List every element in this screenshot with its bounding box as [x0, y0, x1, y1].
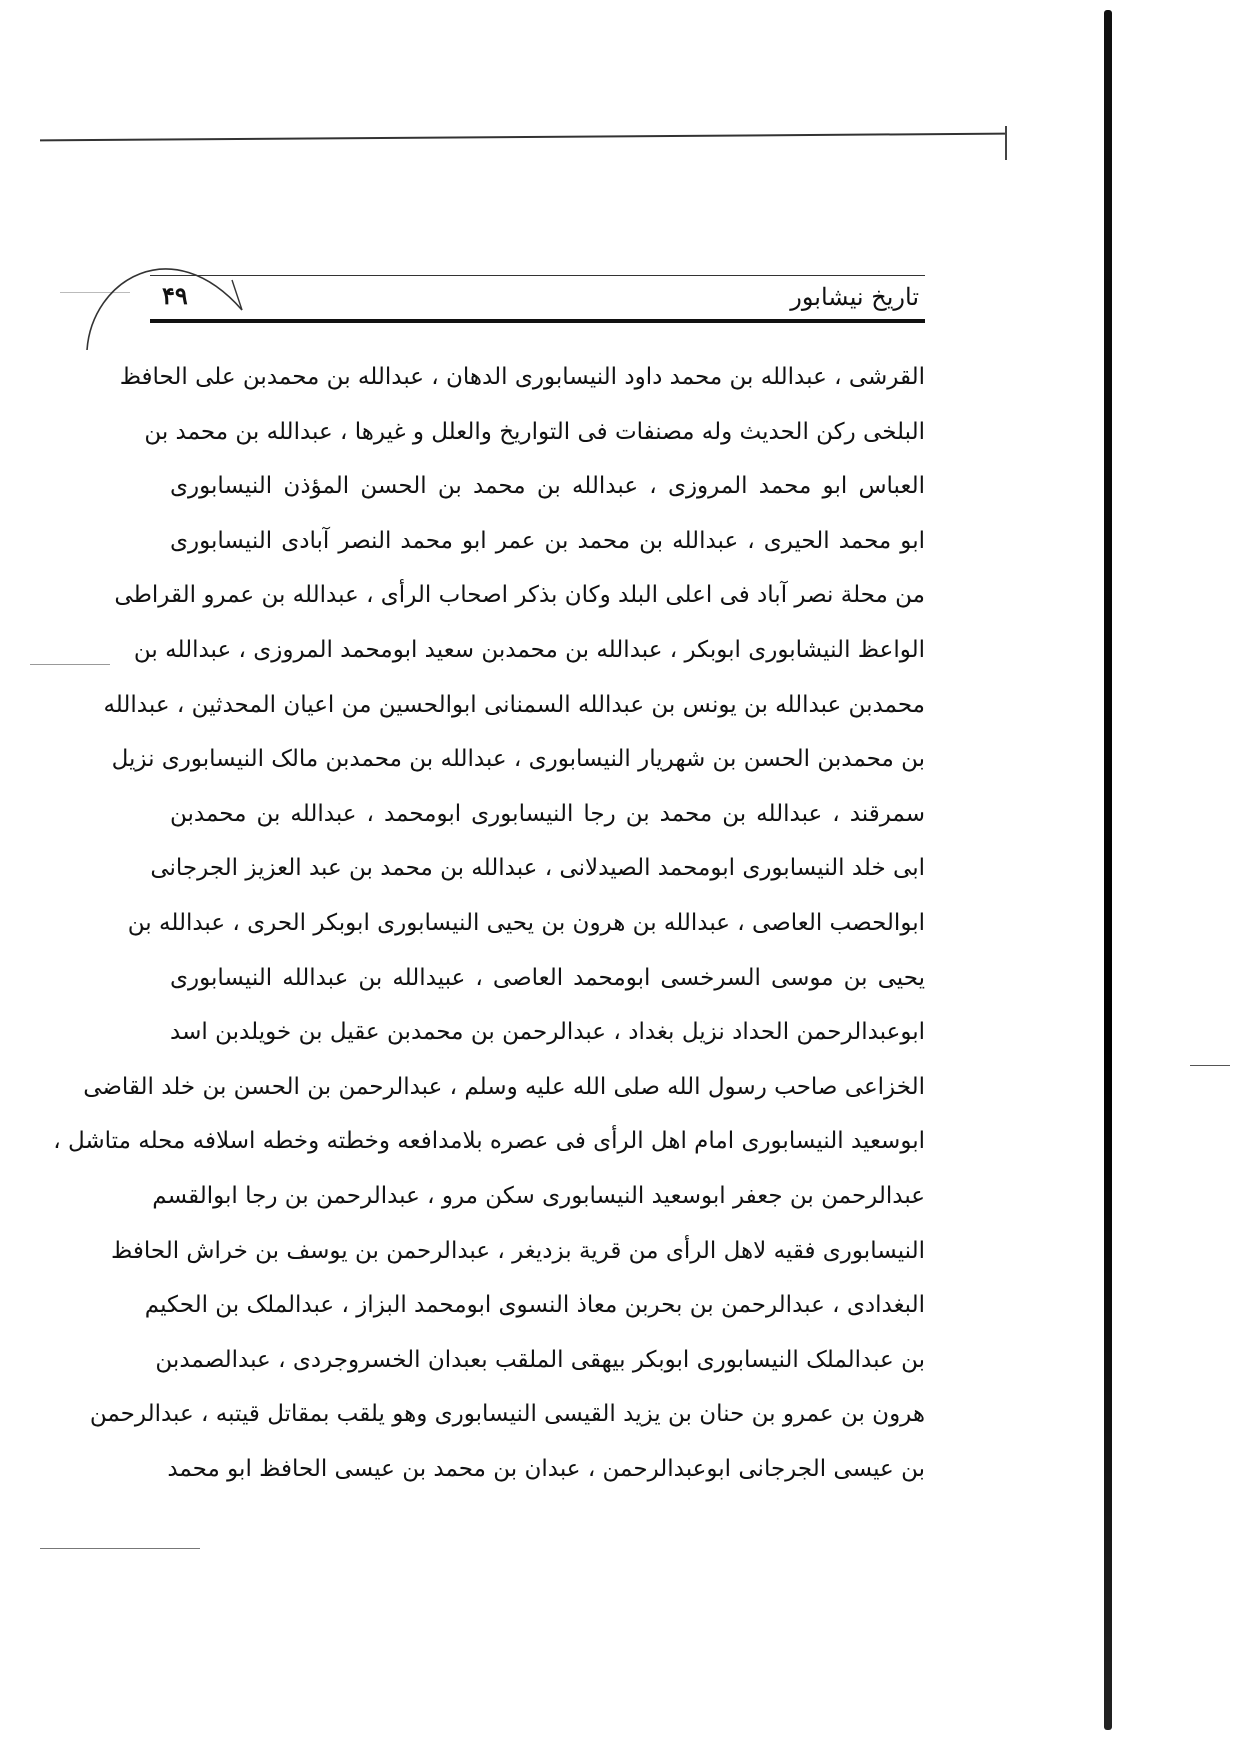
text-line: النیسابوری فقیه لاهل الرأی من قریة بزدیغر ، عبدالرحمن بن یوسف بن خراش الحافظ [111, 1237, 925, 1264]
text-line: ابوالحصب العاصی ، عبدالله بن هرون بن یحیی النیسابوری ابوبکر الحری ، عبدالله بن [127, 909, 925, 936]
text-line: بن محمدبن الحسن بن شهریار النیسابوری ، عبدالله بن محمدبن مالک النیسابوری نزیل [111, 746, 925, 773]
bottom-scan-rule [40, 1548, 200, 1549]
text-line: یحیی بن موسی السرخسی ابومحمد العاصی ، عبیدالله بن عبدالله النیسابوری [170, 964, 925, 991]
running-header [150, 275, 925, 323]
top-scan-rule [40, 133, 1005, 142]
body-text [53, 350, 925, 1496]
text-line: ابوسعید النیسابوری امام اهل الرأی فی عصره بلامدافعه وخطته وخطه اسلافه محله متاشل ، [53, 1128, 925, 1155]
text-line: العباس ابو محمد المروزی ، عبدالله بن محمد بن الحسن المؤذن النیسابوری [170, 473, 925, 500]
page-number: ۴۹ [162, 281, 188, 310]
text-line: سمرقند ، عبدالله بن محمد بن رجا النیسابوری ابومحمد ، عبدالله بن محمدبن [170, 800, 925, 827]
text-line: ابو محمد الحیری ، عبدالله بن محمد بن عمر ابو محمد النصر آبادی النیسابوری [170, 527, 925, 554]
top-scan-tick [1005, 126, 1007, 160]
margin-dash [1190, 1065, 1230, 1066]
text-line: البلخی رکن الحدیث وله مصنفات فی التواریخ والعلل و غیرها ، عبدالله بن محمد بن [144, 418, 925, 445]
text-line: القرشی ، عبدالله بن محمد داود النیسابوری الدهان ، عبدالله بن محمدبن علی الحافظ [119, 364, 925, 390]
text-line: بن عیسی الجرجانی ابوعبدالرحمن ، عبدان بن محمد بن عیسی الحافظ ابو محمد [167, 1455, 925, 1482]
text-line: ابی خلد النیسابوری ابومحمد الصیدلانی ، عبدالله بن محمد بن عبد العزیز الجرجانی [150, 855, 925, 882]
header-rule [150, 319, 925, 323]
text-line: محمدبن عبدالله بن یونس بن عبدالله السمنانی ابوالحسین من اعیان المحدثین ، عبدالله [103, 691, 925, 718]
binding-gutter-shadow [1104, 10, 1112, 1730]
text-line: ابوعبدالرحمن الحداد نزیل بغداد ، عبدالرحمن بن محمدبن عقیل بن خویلدبن اسد [170, 1019, 925, 1046]
page-title: تاریخ نیشابور [790, 283, 919, 311]
text-line: هرون بن عمرو بن حنان بن یزید القیسی النیسابوری وهو یلقب بمقاتل قیتبه ، عبدالرحمن [89, 1401, 925, 1428]
text-line: من محلة نصر آباد فی اعلی البلد وکان بذکر اصحاب الرأی ، عبدالله بن عمرو القراطی [114, 582, 925, 609]
margin-dash [30, 664, 110, 665]
text-line: بن عبدالملک النیسابوری ابوبکر بیهقی الملقب بعبدان الخسروجردی ، عبدالصمدبن [155, 1346, 925, 1373]
text-line: عبدالرحمن بن جعفر ابوسعید النیسابوری سکن مرو ، عبدالرحمن بن رجا ابوالقسم [152, 1182, 925, 1209]
text-line: الواعظ النیشابوری ابوبکر ، عبدالله بن محمدبن سعید ابومحمد المروزی ، عبدالله بن [133, 636, 925, 663]
text-line: الخزاعی صاحب رسول الله صلی الله علیه وسلم ، عبدالرحمن بن الحسن بن خلد القاضی [83, 1073, 925, 1100]
text-line: البغدادی ، عبدالرحمن بن بحربن معاذ النسوی ابومحمد البزاز ، عبدالملک بن الحکیم [144, 1292, 925, 1319]
header-top-rule [150, 275, 925, 276]
